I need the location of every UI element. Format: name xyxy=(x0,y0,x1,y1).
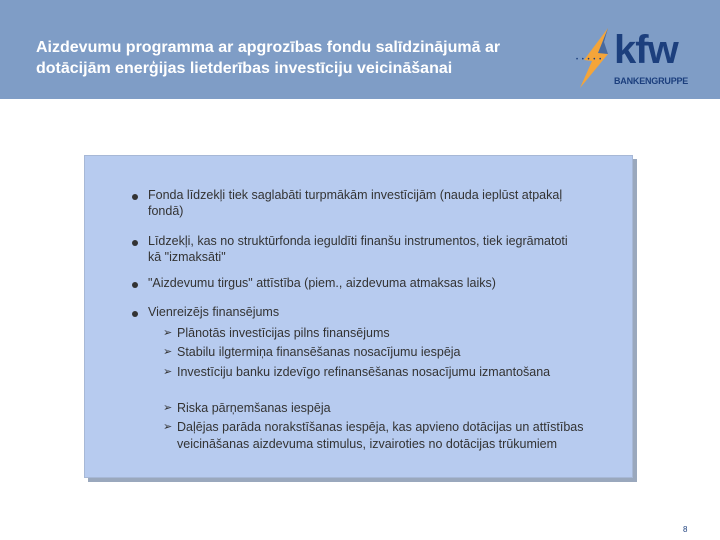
list-item: "Aizdevumu tirgus" attīstība (piem., aizdevuma atmaksas laiks) xyxy=(148,276,496,290)
content-box xyxy=(84,155,633,478)
arrow-bullet-icon: ➢ xyxy=(163,346,173,358)
list-item: Līdzekļi, kas no struktūrfonda ieguldīti finanšu instrumentos, tiek iegrāmatoti kā "izmaksāti" xyxy=(148,234,568,264)
slide-title: Aizdevumu programma ar apgrozības fondu salīdzinājumā ar dotācijām enerģijas lietderības investīciju veicināšanai xyxy=(36,39,501,77)
kfw-logo xyxy=(576,28,696,90)
bullet-dot-icon xyxy=(132,311,138,317)
sub-list-item: Investīciju banku izdevīgo refinansēšanas nosacījumu izmantošana xyxy=(177,365,551,379)
header-bar xyxy=(0,0,720,99)
logo-wordmark: kfw xyxy=(614,28,678,72)
arrow-bullet-icon: ➢ xyxy=(163,402,173,414)
sub-list-item: Stabilu ilgtermiņa finansēšanas nosacījumu iespēja xyxy=(177,345,461,359)
arrow-bullet-icon: ➢ xyxy=(163,327,173,339)
arrow-bullet-icon: ➢ xyxy=(163,421,173,433)
bullet-dot-icon xyxy=(132,282,138,288)
sub-list-item: Plānotās investīcijas pilns finansējums xyxy=(177,326,390,340)
page-number: 8 xyxy=(683,525,688,534)
logo-dots: • • • • • xyxy=(576,57,603,63)
list-item: Vienreizējs finansējums xyxy=(148,305,280,319)
list-item: Fonda līdzekļi tiek saglabāti turpmākām investīcijām (nauda ieplūst atpakaļ fondā) xyxy=(148,188,563,218)
bullet-dot-icon xyxy=(132,194,138,200)
bullet-dot-icon xyxy=(132,240,138,246)
sub-list-item: Daļējas parāda norakstīšanas iespēja, kas apvieno dotācijas un attīstības veicināšanas aizdevuma stimulus, izvairoties no dotācijas trūkumiem xyxy=(177,420,584,451)
sub-list-item: Riska pārņemšanas iespēja xyxy=(177,401,331,415)
logo-subtitle: BANKENGRUPPE xyxy=(614,76,689,86)
arrow-bullet-icon: ➢ xyxy=(163,366,173,378)
